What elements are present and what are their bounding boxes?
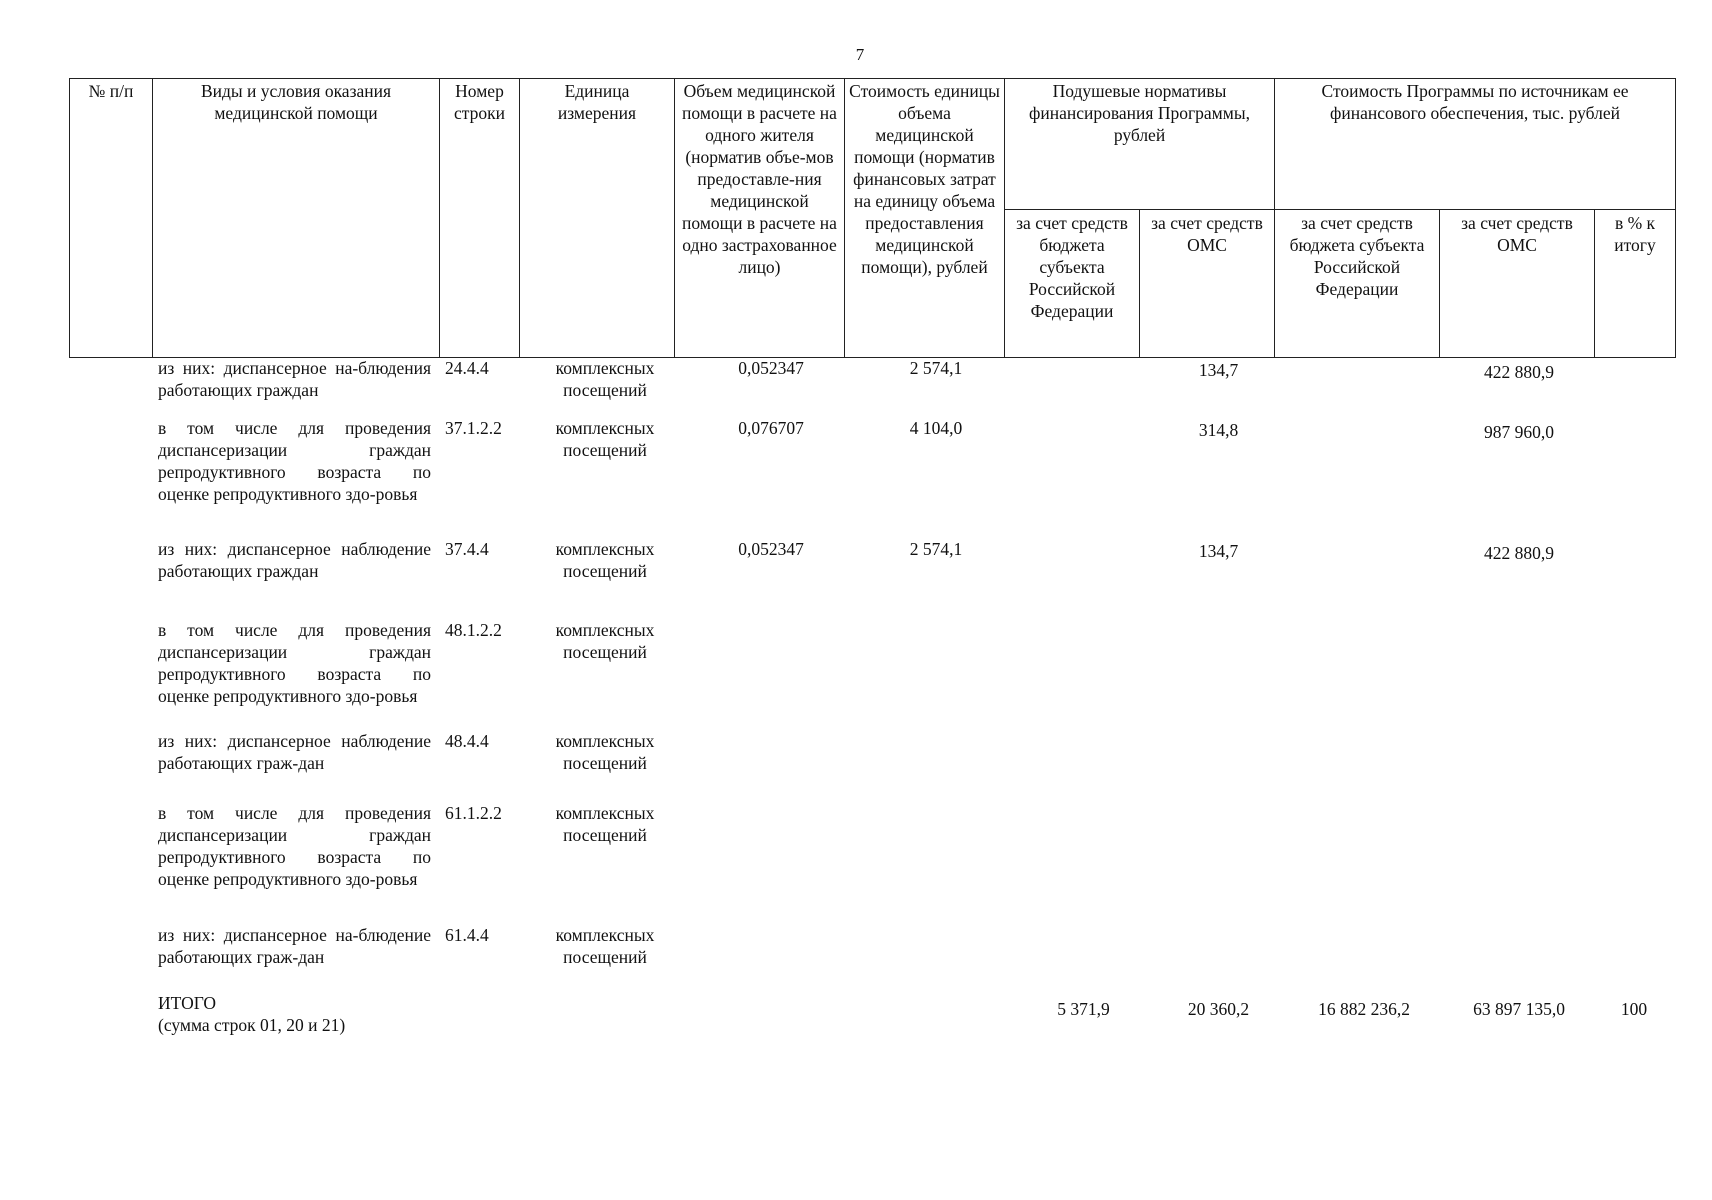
row-unit: комплексных посещений [555, 418, 655, 460]
total-per-capita-oms: 20 360,2 [1187, 999, 1250, 1019]
header-per-capita-budget: за счет средств бюджета субъекта Российской Федерации [1005, 210, 1140, 358]
header-program-budget: за счет средств бюджета субъекта Российской Федерации [1275, 210, 1440, 358]
table-row [69, 538, 1675, 619]
table-header [69, 78, 1676, 358]
table-row [69, 730, 1675, 802]
row-volume: 0,076707 [738, 418, 804, 438]
table-row [69, 802, 1675, 924]
row-unit: комплексных посещений [555, 620, 655, 662]
total-label: ИТОГО [158, 993, 217, 1013]
row-name: в том числе для проведения диспансеризации граждан репродуктивного возраста по оценке репродуктивного здо-ровья [158, 803, 431, 889]
row-code: 37.1.2.2 [445, 418, 502, 438]
total-label-block [158, 992, 431, 1036]
header-unit: Единица измерения [520, 79, 675, 358]
row-cost: 2 574,1 [909, 539, 963, 559]
row-unit: комплексных посещений [555, 731, 655, 773]
header-program-cost: Стоимость Программы по источникам ее финансового обеспечения, тыс. рублей [1275, 79, 1676, 210]
row-per-capita-oms: 134,7 [1198, 360, 1239, 380]
table-body [69, 357, 1675, 1052]
row-program-oms: 987 960,0 [1484, 422, 1554, 442]
row-code: 48.4.4 [445, 731, 489, 751]
row-name: из них: диспансерное наблюдение работающих граждан [158, 539, 431, 581]
row-unit: комплексных посещений [555, 803, 655, 845]
total-program-pct: 100 [1620, 999, 1648, 1019]
header-kind: Виды и условия оказания медицинской помощи [153, 79, 440, 358]
row-unit: комплексных посещений [555, 358, 655, 400]
row-volume: 0,052347 [738, 358, 804, 378]
row-code: 61.4.4 [445, 925, 489, 945]
header-per-capita: Подушевые нормативы финансирования Программы, рублей [1005, 79, 1275, 210]
row-code: 37.4.4 [445, 539, 489, 559]
total-row [69, 992, 1675, 1052]
row-volume: 0,052347 [738, 539, 804, 559]
total-program-oms: 63 897 135,0 [1473, 999, 1565, 1019]
header-volume: Объем медицинской помощи в расчете на одного жителя (норматив объе-мов предоставле-ния медицинской помощи в расчете на одно застрахованное лицо) [675, 79, 845, 358]
total-per-capita-budget: 5 371,9 [1057, 999, 1110, 1019]
header-program-oms: за счет средств ОМС [1440, 210, 1595, 358]
header-line-no: Номер строки [440, 79, 520, 358]
header-per-capita-oms: за счет средств ОМС [1140, 210, 1275, 358]
row-cost: 4 104,0 [909, 418, 963, 438]
table-row [69, 417, 1675, 538]
row-cost: 2 574,1 [909, 358, 963, 378]
row-code: 48.1.2.2 [445, 620, 502, 640]
total-sublabel: (сумма строк 01, 20 и 21) [158, 1015, 346, 1035]
total-program-budget: 16 882 236,2 [1318, 999, 1410, 1019]
row-program-oms: 422 880,9 [1484, 543, 1554, 563]
table-row [69, 357, 1675, 417]
row-code: 61.1.2.2 [445, 803, 502, 823]
row-code: 24.4.4 [445, 358, 489, 378]
page-number: 7 [855, 45, 865, 64]
row-name: из них: диспансерное наблюдение работающих граж-дан [158, 731, 431, 773]
table-row [69, 924, 1675, 992]
header-unit-cost: Стоимость единицы объема медицинской помощи (норматив финансовых затрат на единицу объема предоставления медицинской помощи), рублей [845, 79, 1005, 358]
row-name: из них: диспансерное на-блюдения работающих граждан [158, 358, 431, 400]
row-unit: комплексных посещений [555, 925, 655, 967]
row-name: из них: диспансерное на-блюдение работающих граж-дан [158, 925, 431, 967]
row-unit: комплексных посещений [555, 539, 655, 581]
row-name: в том числе для проведения диспансеризации граждан репродуктивного возраста по оценке репродуктивного здо-ровья [158, 620, 431, 706]
header-num: № п/п [70, 79, 153, 358]
row-per-capita-oms: 314,8 [1198, 420, 1239, 440]
row-name: в том числе для проведения диспансеризации граждан репродуктивного возраста по оценке репродуктивного здо-ровья [158, 418, 431, 504]
row-program-oms: 422 880,9 [1484, 362, 1554, 382]
table-row [69, 619, 1675, 730]
row-per-capita-oms: 134,7 [1198, 541, 1239, 561]
header-program-pct: в % к итогу [1595, 210, 1676, 358]
